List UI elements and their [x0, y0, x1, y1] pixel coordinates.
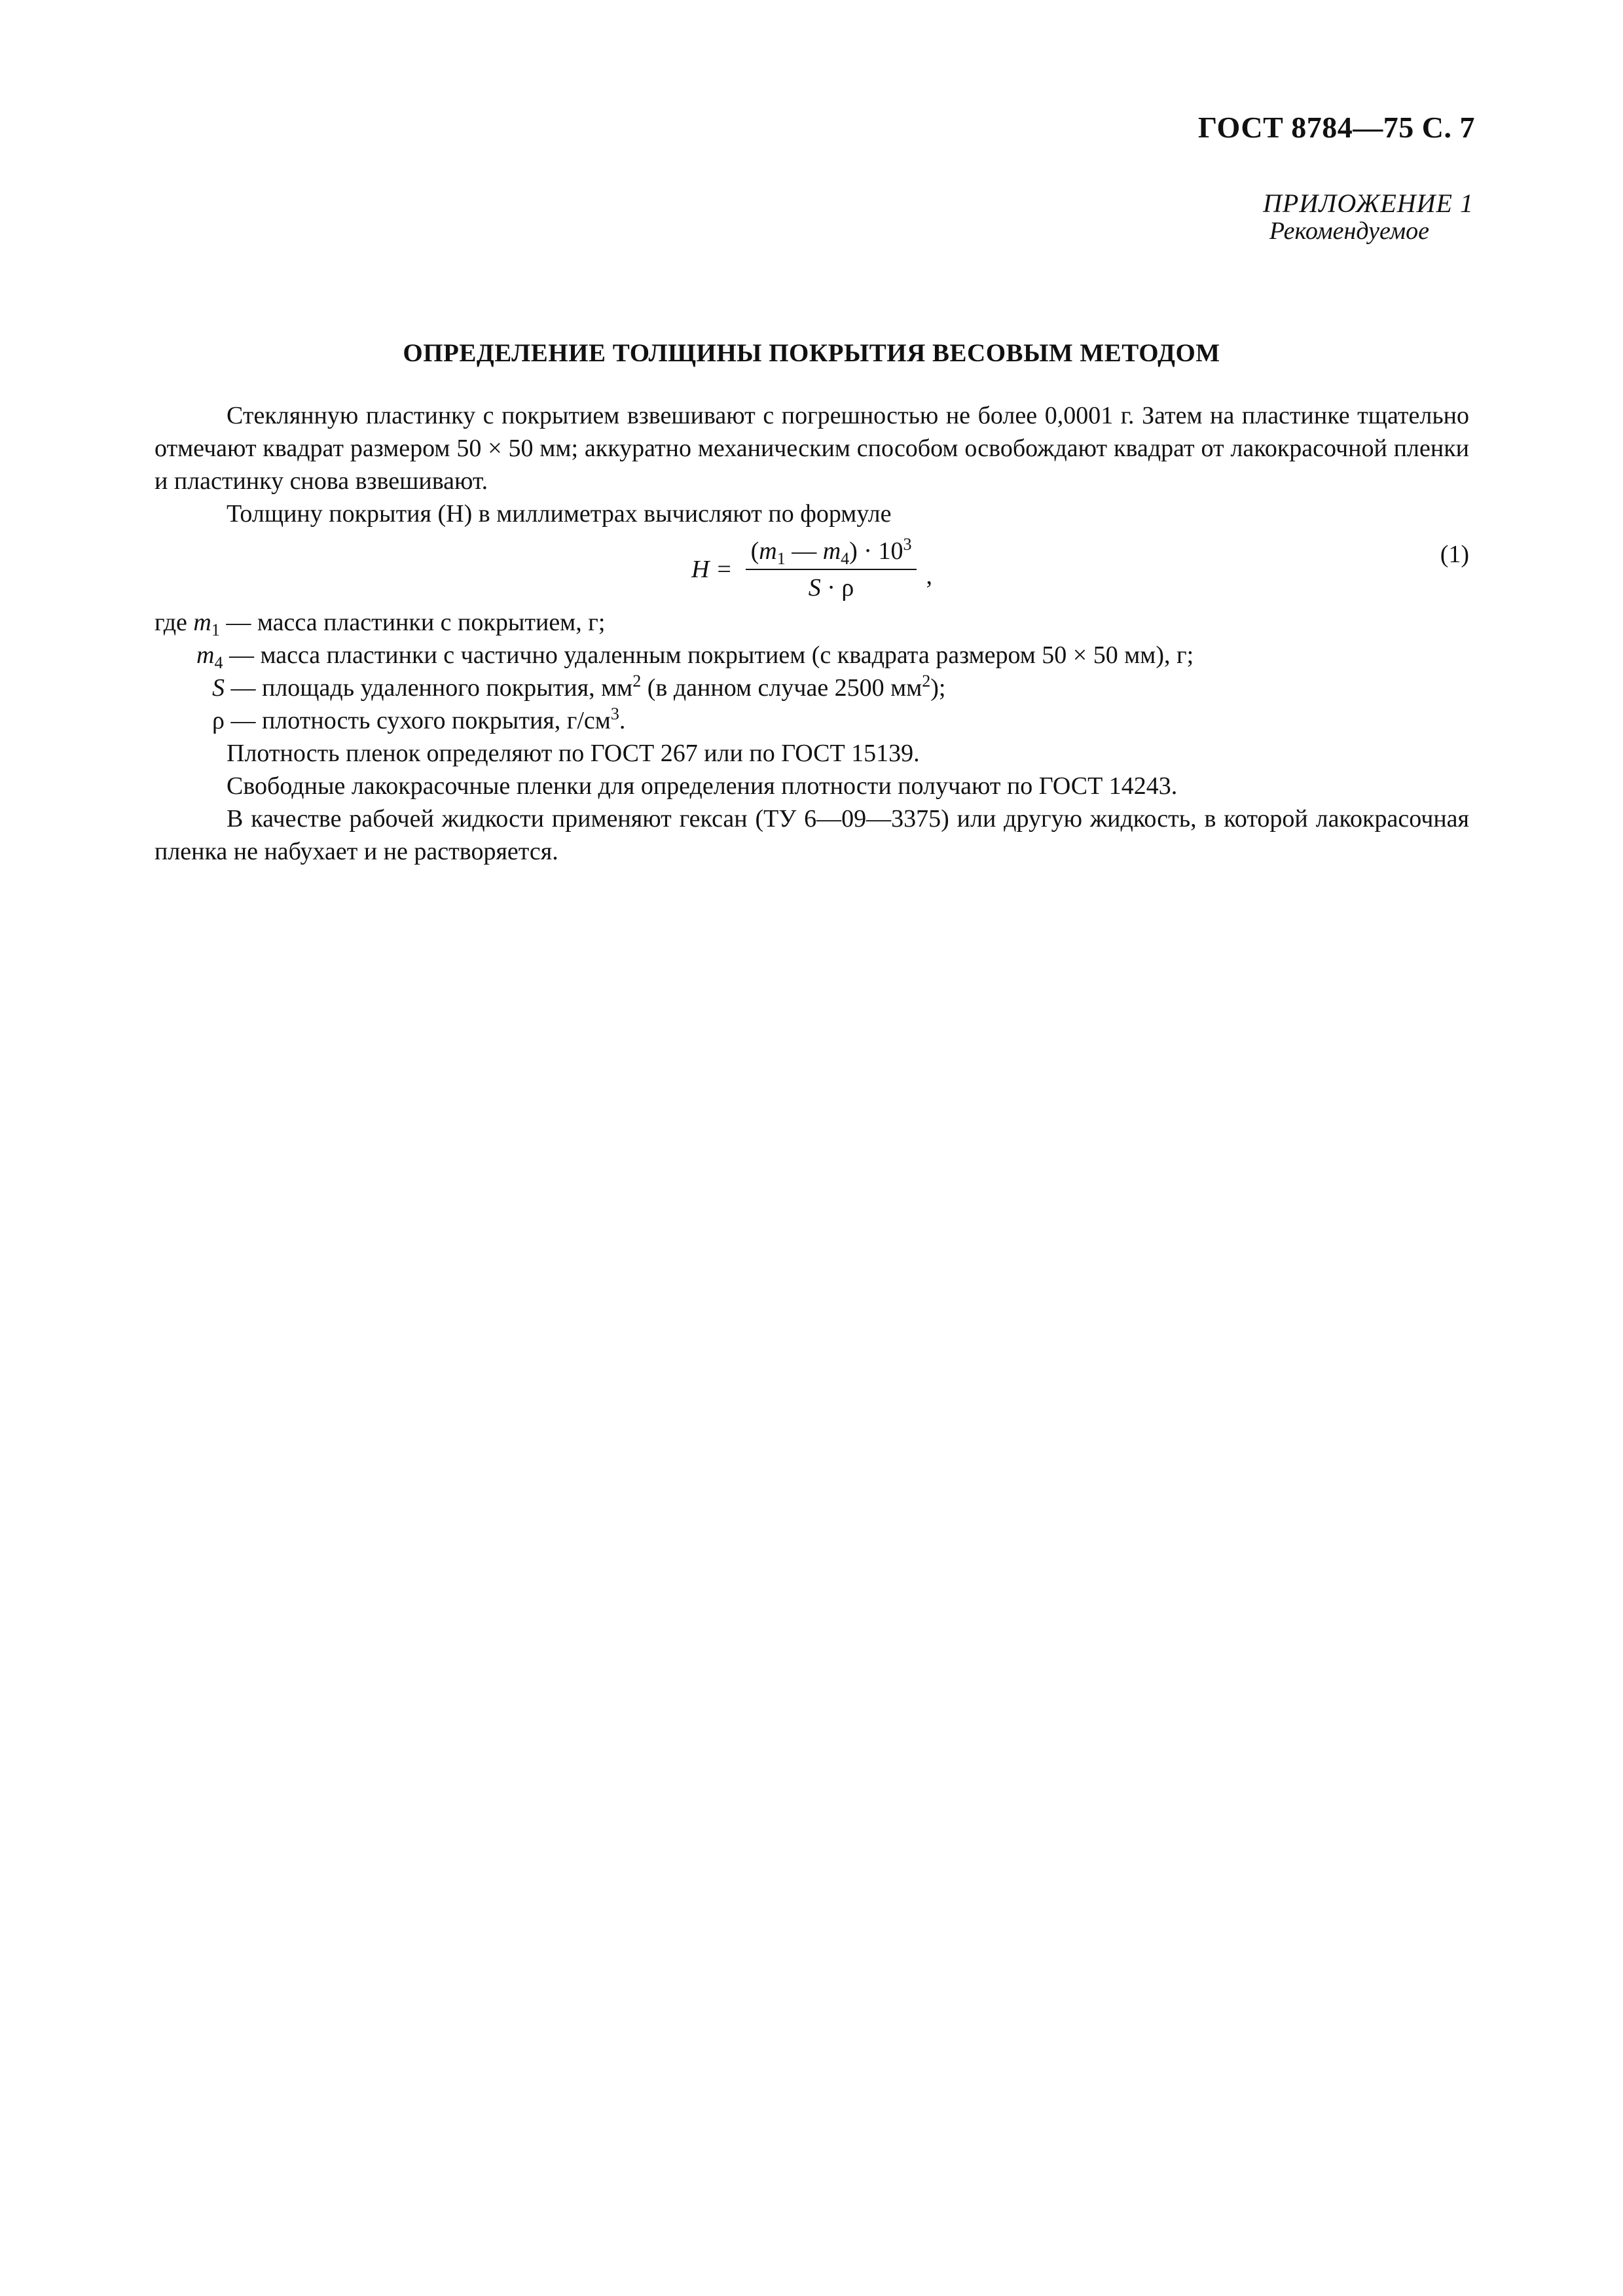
annex-status: Рекомендуемое [1269, 217, 1429, 245]
where-sub-4: 4 [214, 653, 223, 672]
minus-sign: — [785, 537, 823, 565]
where-s [155, 672, 1469, 704]
where-s-sup-b: 2 [922, 672, 931, 691]
annex-block [1263, 190, 1474, 245]
symbol-s: S [808, 574, 821, 601]
formula-denominator [809, 570, 854, 604]
where-symbol-m1: m [193, 609, 211, 636]
where-prefix: где [155, 609, 194, 636]
annex-title: ПРИЛОЖЕНИЕ 1 [1263, 188, 1474, 218]
formula-numerator [746, 535, 917, 569]
exponent-3: 3 [903, 535, 912, 554]
where-rho [155, 704, 1469, 737]
document-header-code: ГОСТ 8784—75 С. 7 [1197, 111, 1475, 144]
paragraph-formula-intro: Толщину покрытия (H) в миллиметрах вычисляют по формуле [227, 500, 892, 528]
where-symbol-m4: m [196, 641, 215, 669]
formula-lhs: H = [691, 556, 733, 583]
where-rho-text-b: . [619, 707, 626, 734]
where-m4 [155, 639, 1469, 672]
where-rho-text-a: ρ — плотность сухого покрытия, г/см [212, 707, 611, 734]
paragraph-free-films: Свободные лакокрасочные пленки для определения плотности получают по ГОСТ 14243. [227, 772, 1178, 800]
where-s-sup-a: 2 [632, 672, 642, 691]
subscript-1: 1 [776, 549, 786, 568]
formula-comma: , [926, 562, 932, 590]
formula-fraction [746, 535, 917, 604]
paren-close-times-ten: ) · 10 [849, 537, 903, 565]
times-rho: · ρ [820, 574, 854, 601]
where-m1-text: — масса пластинки с покрытием, г; [219, 609, 606, 636]
formula-row [155, 533, 1469, 606]
thickness-formula [691, 533, 932, 606]
where-s-text-c: ); [930, 674, 946, 702]
where-s-text-a: — площадь удаленного покрытия, мм [225, 674, 633, 702]
paragraph-weighing: Стеклянную пластинку с покрытием взвешивают с погрешностью не более 0,0001 г. Затем на пластинке тщательно отмечают квадрат размером 50 × 50 мм; аккуратно механическим способом освобождают квадрат от лакокрасочной пленки и пластинку снова взвешивают. [155, 402, 1469, 495]
where-m4-text: — масса пластинки с частично удаленным покрытием (с квадрата размером 50 × 50 мм), г; [223, 641, 1194, 669]
where-m1 [155, 606, 1469, 639]
where-rho-sup: 3 [610, 704, 619, 723]
symbol-m1: m [759, 537, 777, 565]
subscript-4: 4 [841, 549, 850, 568]
where-s-text-b: (в данном случае 2500 мм [641, 674, 922, 702]
paragraph-density: Плотность пленок определяют по ГОСТ 267 или по ГОСТ 15139. [227, 740, 920, 767]
symbol-m4: m [822, 537, 841, 565]
section-title: ОПРЕДЕЛЕНИЕ ТОЛЩИНЫ ПОКРЫТИЯ ВЕСОВЫМ МЕТОДОМ [403, 339, 1220, 367]
document-body [155, 399, 1469, 868]
where-sub-1: 1 [211, 620, 220, 639]
formula-number: (1) [1440, 541, 1469, 568]
paragraph-working-liquid: В качестве рабочей жидкости применяют гексан (ТУ 6—09—3375) или другую жидкость, в которой лакокрасочная пленка не набухает и не растворяется. [155, 805, 1469, 865]
where-symbol-s: S [212, 674, 225, 702]
paren-open: ( [750, 537, 759, 565]
